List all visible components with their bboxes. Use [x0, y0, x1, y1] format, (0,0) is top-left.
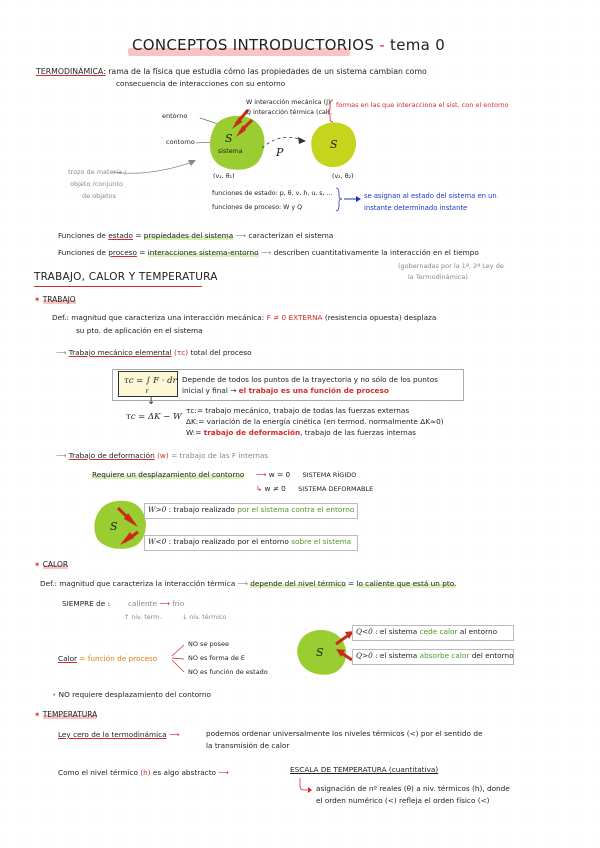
integral-formula: τc = ∫ F · dr — [124, 376, 177, 386]
asignacion-line2: el orden numérico (<) refleja el orden físico (<) — [316, 796, 490, 805]
trozo-line2: objeto /conjunto — [70, 180, 123, 188]
requiere-line: Requiere un desplazamiento del contorno — [92, 470, 245, 479]
no-requiere-line: • NO requiere desplazamiento del contorno — [52, 690, 212, 699]
no-forma-e: NO es forma de E — [188, 654, 245, 662]
asignacion-line1: asignación de nº reales (θ) a niv. térmicos (h), donde — [316, 784, 510, 793]
depende-line1: Depende de todos los puntos de la trayectoria y no sólo de los puntos — [182, 375, 438, 384]
state-functions: funciones de estado: p, θ, v, h, u, s, ... — [212, 190, 333, 197]
trabajo-definition-line2: su pto. de aplicación en el sistema — [76, 326, 203, 335]
s-label-3: S — [110, 520, 118, 533]
trozo-line3: de objetos — [82, 192, 117, 200]
escala-temperatura: ESCALA DE TEMPERATURA (cuantitativa) — [290, 765, 439, 774]
wpos-text: W>0 : trabajo realizado por el sistema contra el entorno — [148, 505, 355, 514]
trabajo-definition: Def.: magnitud que caracteriza una interacción mecánica: F ≠ 0 EXTERNA (resistencia opuesta) desplaza — [52, 313, 437, 322]
niv-termico-2: ↓ niv. térmico — [182, 614, 227, 621]
gobernadas-line1: (gobernadas por la 1ª, 2ª Ley de — [398, 262, 504, 270]
s-label-4: S — [316, 646, 324, 659]
siempre-label: SIEMPRE de : — [62, 599, 110, 608]
como-nivel-line: Como el nivel térmico (h) es algo abstracto ⟶ — [58, 768, 229, 777]
qpos-text: Q>0 : el sistema absorbe calor del entorno — [356, 651, 514, 660]
sistema-label: sistema — [218, 148, 243, 155]
contorno-label: contorno — [166, 138, 195, 146]
wn0-line: ↳ w ≠ 0 SISTEMA DEFORMABLE — [256, 484, 374, 493]
calor-definition: Def.: magnitud que caracteriza la interacción térmica ⟶ depende del nivel térmico = lo caliente que está un pto. — [40, 579, 457, 588]
page-title: CONCEPTOS INTRODUCTORIOS - tema 0 — [132, 36, 446, 54]
def-w: W:= trabajo de deformación, trabajo de las fuerzas internas — [186, 428, 416, 437]
down-arrow: ↓ — [147, 396, 156, 407]
state2-label: (v₂, θ₂) — [332, 173, 354, 180]
gobernadas-line2: la Termodinámica) — [408, 273, 468, 281]
no-funcion-estado: NO es función de estado — [188, 668, 268, 676]
depende-line2: inicial y final → el trabajo es una función de proceso — [182, 386, 389, 395]
w0-line: ⟶ w = 0 SISTEMA RÍGIDO — [256, 470, 357, 479]
def-tau: τc:= trabajo mecánico, trabajo de todas las fuerzas externas — [186, 406, 410, 415]
s-label-2: S — [330, 138, 338, 151]
entorno-label: entorno — [162, 112, 188, 120]
termo-definition: TERMODINÁMICA: rama de la física que estudia cómo las propiedades de un sistema cambian como — [36, 67, 427, 76]
temperatura-subheading: ✶ TEMPERATURA — [34, 710, 98, 719]
no-posee: NO se posee — [188, 640, 229, 648]
p-label: P — [276, 146, 284, 159]
w-line: W interacción mecánica (J) — [246, 99, 331, 106]
def-deltak: ΔK:= variación de la energía cinética (en termod. normalmente ΔK≈0) — [186, 417, 444, 426]
termo-definition-line2: consecuencia de interacciones con su entorno — [116, 79, 286, 88]
asignan-line2: instante determinado instante — [364, 204, 468, 212]
qneg-text: Q<0 : el sistema cede calor al entorno — [356, 627, 498, 636]
trozo-line1: trozo de materia / — [68, 168, 127, 176]
ley-cero-result-2: la transmisión de calor — [206, 741, 290, 750]
niv-termico-1: ↑ niv. term. — [124, 614, 162, 621]
asignan-line1: se asignan al estado del sistema en un — [364, 192, 497, 200]
tau-equation: τc = ΔK − W — [126, 412, 182, 422]
s-label-1: S — [225, 132, 233, 145]
state1-label: (v₁, θ₁) — [213, 173, 235, 180]
calor-funcion-proceso: Calor = función de proceso — [58, 654, 158, 663]
funciones-proceso: Funciones de proceso = interacciones sistema-entorno ⟶ describen cuantitativamente la interacción en el tiempo — [58, 248, 479, 257]
calor-subheading: ✶ CALOR — [34, 560, 69, 569]
funciones-estado: Funciones de estado = propiedades del sistema ⟶ caracterizan el sistema — [58, 231, 334, 240]
caliente-frio: caliente ⟶ frío — [128, 599, 185, 608]
ley-cero-result-1: podemos ordenar universalmente los niveles térmicos (<) por el sentido de — [206, 729, 483, 738]
section-heading-trabajo-calor-temp: TRABAJO, CALOR Y TEMPERATURA — [34, 271, 218, 283]
process-functions: funciones de proceso: W y Q — [212, 204, 303, 211]
formas-note: formas en las que interacciona el sist. con el entorno — [336, 101, 509, 109]
termo-label: TERMODINÁMICA: — [36, 67, 106, 76]
ley-cero: Ley cero de la termodinámica ⟶ — [58, 730, 180, 739]
trabajo-subheading: ✶ TRABAJO — [34, 295, 76, 304]
trabajo-mecanico-line: ⟶ Trabajo mecánico elemental (τc) total del proceso — [56, 348, 252, 357]
integral-path: γ — [145, 388, 149, 394]
wneg-text: W<0 : trabajo realizado por el entorno sobre el sistema — [148, 537, 352, 546]
q-line: Q interacción térmica (cal). — [246, 109, 333, 116]
trabajo-deformacion-line: ⟶ Trabajo de deformación (w) = trabajo de las F internas — [56, 451, 269, 460]
